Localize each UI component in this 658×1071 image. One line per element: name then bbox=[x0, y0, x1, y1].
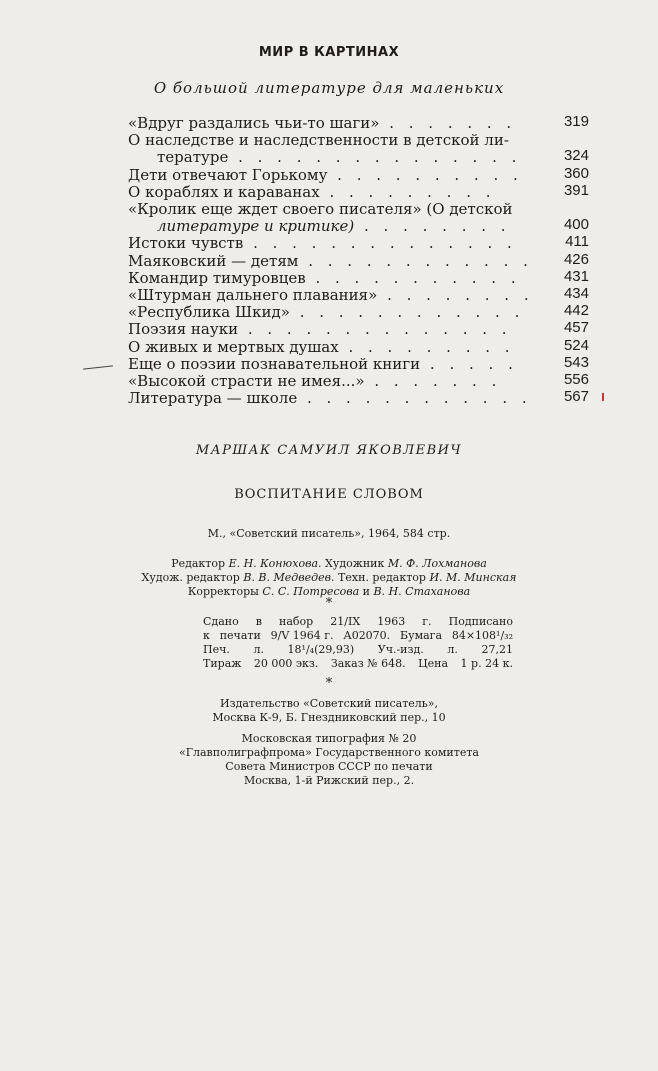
toc-entry bbox=[128, 373, 589, 390]
print-detail-word: Заказ № 648. bbox=[330, 657, 406, 670]
toc-page-number: 543 bbox=[563, 353, 589, 371]
publisher-line: Издательство «Советский писатель», bbox=[220, 697, 438, 710]
toc-entry-title-line bbox=[128, 373, 589, 390]
credits-role: Редактор bbox=[171, 557, 229, 570]
print-detail-word: 20 000 экз. bbox=[253, 657, 319, 670]
toc-leader-dots: . . . . . . . bbox=[379, 114, 517, 132]
toc-entry bbox=[128, 132, 589, 166]
print-detail-word: в bbox=[255, 615, 262, 628]
toc-page-number: 411 bbox=[565, 233, 589, 251]
toc-leader-dots: . . . . . . . . . . . . . . bbox=[243, 234, 517, 253]
toc-entry-title-line bbox=[128, 304, 589, 321]
margin-pencil-mark bbox=[83, 365, 113, 369]
toc-page-number: 567 bbox=[563, 388, 589, 406]
toc-entry-title-line bbox=[128, 235, 589, 252]
print-detail-word: 1 р. 24 к. bbox=[460, 657, 513, 670]
toc-entry-text: тературе bbox=[157, 148, 229, 167]
toc-entry bbox=[128, 201, 589, 235]
separator-asterisk: * bbox=[325, 596, 333, 611]
toc-entry bbox=[128, 353, 589, 373]
toc-leader-dots: . . . . . . . . . . . bbox=[305, 268, 521, 287]
toc-entry-title-line bbox=[128, 353, 589, 373]
toc-entry-title-line bbox=[128, 181, 589, 201]
print-row bbox=[203, 629, 513, 643]
print-detail-word: Тираж bbox=[203, 657, 242, 670]
toc-page-number: 324 bbox=[563, 147, 589, 165]
print-detail-word: 18¹/₄(29,93) bbox=[287, 643, 355, 656]
separator-asterisk: * bbox=[325, 676, 333, 691]
toc-leader-dots: . . . . . . . bbox=[364, 372, 502, 391]
print-detail-word: Цена bbox=[418, 657, 449, 670]
section-subtitle: О большой литературе для маленьких bbox=[153, 79, 505, 97]
printing-line: «Главполиграфпрома» Государственного комитета bbox=[179, 746, 479, 759]
publisher-address bbox=[0, 697, 658, 725]
print-row bbox=[203, 643, 513, 657]
toc-leader-dots: . . . . . . . . bbox=[354, 217, 511, 236]
printing-line: Москва, 1-й Рижский пер., 2. bbox=[243, 774, 415, 787]
credits-role: Техн. редактор bbox=[334, 571, 430, 584]
print-detail-word: 21/IX bbox=[330, 615, 361, 628]
print-row bbox=[203, 657, 513, 671]
credits-role: и bbox=[359, 585, 374, 598]
toc-entry bbox=[128, 321, 589, 338]
print-detail-word: Бумага bbox=[400, 629, 443, 642]
table-of-contents bbox=[128, 115, 589, 407]
toc-entry-title-line bbox=[128, 132, 589, 149]
print-detail-word: печати bbox=[219, 629, 261, 642]
print-detail-word: л. bbox=[447, 643, 458, 656]
toc-entry-text: «Вдруг раздались чьи-то шаги» bbox=[128, 114, 380, 132]
toc-leader-dots: . . . . . . . . . . . . . . . bbox=[228, 148, 522, 167]
toc-page-number: 391 bbox=[563, 181, 589, 199]
print-detail-word: г. bbox=[422, 615, 432, 628]
print-detail-word: 27,21 bbox=[481, 643, 513, 656]
toc-entry-text: Командир тимуровцев bbox=[128, 268, 306, 287]
toc-entry-text: Поэзия науки bbox=[128, 320, 239, 339]
credits-person: Е. Н. Конюхова. bbox=[228, 557, 322, 570]
credits-role: Худож. редактор bbox=[141, 571, 244, 584]
toc-entry-text: О кораблях и караванах bbox=[128, 182, 320, 201]
toc-page-number: 457 bbox=[563, 319, 589, 337]
toc-entry-text: «Штурман дальнего плавания» bbox=[128, 286, 378, 305]
toc-entry bbox=[128, 181, 589, 201]
toc-page-number: 434 bbox=[563, 285, 589, 303]
printing-line: Московская типография № 20 bbox=[241, 732, 417, 745]
toc-entry bbox=[128, 115, 589, 132]
print-detail-word: 1963 bbox=[377, 615, 406, 628]
toc-page-number: 556 bbox=[563, 371, 589, 389]
toc-leader-dots: . . . . . . . . . . . . bbox=[298, 251, 533, 270]
print-detail-word: набор bbox=[279, 615, 314, 628]
credits-role: Корректоры bbox=[187, 585, 263, 598]
toc-entry-title-line bbox=[128, 164, 589, 184]
toc-entry-title-line bbox=[128, 287, 589, 304]
credits-person: В. Н. Стаханова bbox=[373, 585, 471, 598]
print-detail-word: Печ. bbox=[203, 643, 230, 656]
author-name: МАРШАК САМУИЛ ЯКОВЛЕВИЧ bbox=[195, 443, 463, 458]
toc-entry-title-line bbox=[128, 390, 589, 407]
toc-entry-text: О живых и мертвых душах bbox=[128, 337, 339, 356]
toc-entry-text: Еще о поэзии познавательной книги bbox=[128, 354, 421, 373]
section-title: МИР В КАРТИНАХ bbox=[258, 45, 400, 60]
toc-entry-text: «Кролик еще ждет своего писателя» (О детской bbox=[128, 200, 513, 219]
toc-entry-text: «Высокой страсти не имея...» bbox=[128, 372, 365, 391]
toc-page-number: 400 bbox=[563, 216, 589, 234]
toc-entry-text: О наследстве и наследственности в детской ли- bbox=[128, 131, 509, 150]
toc-entry bbox=[128, 304, 589, 321]
printing-house bbox=[0, 732, 658, 788]
toc-entry-title-line bbox=[128, 321, 589, 338]
print-detail-word: 84×108¹/₃₂ bbox=[451, 629, 513, 642]
toc-entry bbox=[128, 235, 589, 252]
toc-entry bbox=[128, 267, 589, 287]
toc-leader-dots: . . . . . . . . . . bbox=[327, 165, 523, 184]
toc-entry-title-line bbox=[128, 149, 589, 166]
toc-entry-title-line bbox=[128, 201, 589, 218]
toc-page-number: 431 bbox=[563, 267, 589, 285]
toc-leader-dots: . . . . . . . . bbox=[377, 286, 534, 305]
toc-entry-text: Маяковский — детям bbox=[128, 251, 299, 270]
toc-entry-text: литературе и критике) bbox=[157, 217, 355, 236]
credits-person: И. М. Минская bbox=[429, 571, 517, 584]
print-detail-word: А02070. bbox=[343, 629, 391, 642]
credits-person: М. Ф. Лохманова bbox=[387, 557, 487, 570]
credits-line-art-editor bbox=[0, 571, 658, 585]
print-detail-word: 9/V 1964 г. bbox=[270, 629, 334, 642]
toc-page-number: 360 bbox=[563, 164, 589, 182]
toc-entry-text: Дети отвечают Горькому bbox=[128, 165, 328, 184]
toc-page-number: 442 bbox=[563, 302, 589, 320]
toc-page-number: 319 bbox=[563, 113, 589, 130]
credits-role: Художник bbox=[321, 557, 388, 570]
book-title: ВОСПИТАНИЕ СЛОВОМ bbox=[234, 487, 424, 502]
toc-entry bbox=[128, 164, 589, 184]
toc-leader-dots: . . . . . . . . . . . . . . bbox=[238, 320, 512, 339]
publisher-line: Москва К-9, Б. Гнездниковский пер., 10 bbox=[212, 711, 446, 724]
printing-line: Совета Министров СССР по печати bbox=[225, 760, 433, 773]
publication-info: М., «Советский писатель», 1964, 584 стр. bbox=[207, 527, 451, 540]
toc-entry-text: «Республика Шкид» bbox=[128, 303, 290, 322]
credits-line-editor bbox=[0, 557, 658, 571]
print-detail-word: Уч.-изд. bbox=[377, 643, 424, 656]
toc-leader-dots: . . . . . . . . . bbox=[338, 337, 515, 356]
toc-entry bbox=[128, 287, 589, 304]
toc-entry-title-line bbox=[128, 218, 589, 235]
toc-entry bbox=[128, 336, 589, 356]
toc-page-number: 524 bbox=[563, 336, 589, 354]
toc-leader-dots: . . . . . . . . . . . . bbox=[297, 389, 532, 408]
toc-entry bbox=[128, 390, 589, 407]
print-row bbox=[203, 615, 513, 629]
print-detail-word: л. bbox=[253, 643, 264, 656]
toc-entry-title-line bbox=[128, 336, 589, 356]
toc-entry-title-line bbox=[128, 250, 589, 270]
toc-entry-text: Истоки чувств bbox=[128, 234, 244, 253]
print-details bbox=[203, 615, 513, 671]
credits-person: С. С. Потресова bbox=[262, 585, 360, 598]
toc-leader-dots: . . . . . . . . . bbox=[319, 182, 496, 201]
toc-leader-dots: . . . . . . . . . . . . bbox=[289, 303, 525, 322]
toc-entry bbox=[128, 250, 589, 270]
credits-block bbox=[0, 557, 658, 599]
toc-entry-text: Литература — школе bbox=[128, 389, 298, 408]
margin-red-mark bbox=[602, 393, 604, 401]
print-detail-word: Подписано bbox=[448, 615, 513, 628]
credits-person: В. В. Медведев. bbox=[243, 571, 335, 584]
toc-entry-title-line bbox=[128, 115, 589, 132]
toc-entry-title-line bbox=[128, 267, 589, 287]
toc-leader-dots: . . . . . bbox=[420, 354, 518, 373]
print-detail-word: Сдано bbox=[203, 615, 239, 628]
toc-page-number: 426 bbox=[563, 250, 589, 268]
print-detail-word: к bbox=[203, 629, 210, 642]
